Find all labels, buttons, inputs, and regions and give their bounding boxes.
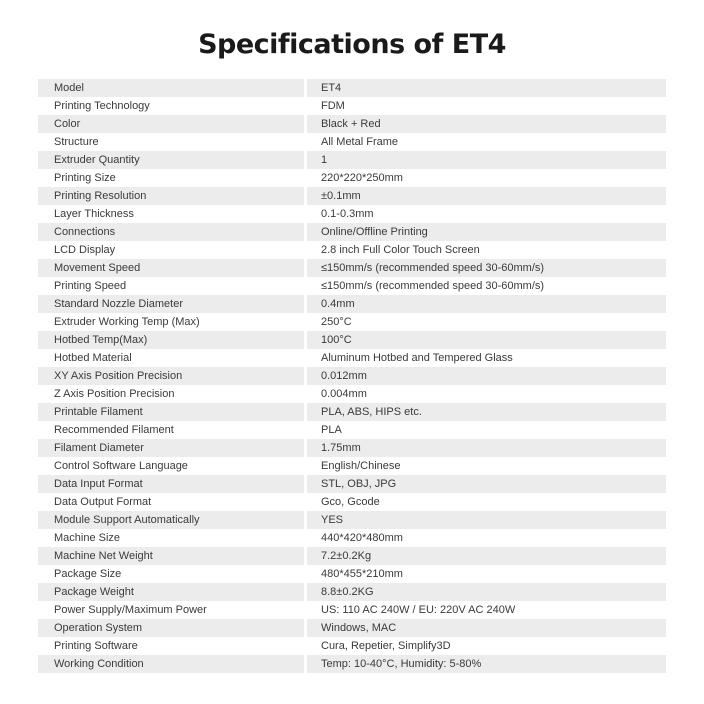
spec-label: Printing Technology [38,97,304,115]
table-row [38,655,666,673]
table-row [38,601,666,619]
spec-value: ≤150mm/s (recommended speed 30-60mm/s) [307,259,666,277]
spec-value: 250°C [307,313,666,331]
spec-label: Package Weight [38,583,304,601]
table-row [38,475,666,493]
spec-value: English/Chinese [307,457,666,475]
spec-label: Printing Resolution [38,187,304,205]
table-row [38,259,666,277]
table-row [38,349,666,367]
table-row [38,133,666,151]
table-row [38,619,666,637]
table-row [38,187,666,205]
spec-value: ET4 [307,79,666,97]
spec-label: Color [38,115,304,133]
spec-label: Extruder Quantity [38,151,304,169]
spec-label: Package Size [38,565,304,583]
table-row [38,331,666,349]
table-row [38,403,666,421]
spec-value: 7.2±0.2Kg [307,547,666,565]
spec-value: 0.1-0.3mm [307,205,666,223]
spec-label: LCD Display [38,241,304,259]
spec-value: 100°C [307,331,666,349]
table-row [38,313,666,331]
spec-label: Filament Diameter [38,439,304,457]
table-row [38,583,666,601]
spec-value: Temp: 10-40°C, Humidity: 5-80% [307,655,666,673]
spec-label: Structure [38,133,304,151]
spec-value: 2.8 inch Full Color Touch Screen [307,241,666,259]
spec-value: PLA, ABS, HIPS etc. [307,403,666,421]
table-row [38,367,666,385]
table-row [38,493,666,511]
table-row [38,115,666,133]
spec-value: ±0.1mm [307,187,666,205]
spec-label: Model [38,79,304,97]
spec-label: Movement Speed [38,259,304,277]
spec-label: Machine Net Weight [38,547,304,565]
table-row [38,151,666,169]
spec-value: Gco, Gcode [307,493,666,511]
table-row [38,457,666,475]
table-row [38,169,666,187]
spec-value: STL, OBJ, JPG [307,475,666,493]
table-row [38,295,666,313]
spec-label: Control Software Language [38,457,304,475]
spec-value: 0.004mm [307,385,666,403]
spec-label: Connections [38,223,304,241]
spec-label: Data Output Format [38,493,304,511]
table-row [38,565,666,583]
spec-value: 480*455*210mm [307,565,666,583]
spec-label: Machine Size [38,529,304,547]
spec-value: Black + Red [307,115,666,133]
spec-value: Online/Offline Printing [307,223,666,241]
spec-value: YES [307,511,666,529]
spec-label: Hotbed Temp(Max) [38,331,304,349]
spec-label: Printing Speed [38,277,304,295]
spec-value: Windows, MAC [307,619,666,637]
spec-value: FDM [307,97,666,115]
table-row [38,385,666,403]
table-row [38,421,666,439]
spec-value: US: 110 AC 240W / EU: 220V AC 240W [307,601,666,619]
spec-value: 440*420*480mm [307,529,666,547]
spec-value: 1.75mm [307,439,666,457]
spec-value: Aluminum Hotbed and Tempered Glass [307,349,666,367]
spec-label: Extruder Working Temp (Max) [38,313,304,331]
table-row [38,277,666,295]
table-row [38,511,666,529]
spec-value: 220*220*250mm [307,169,666,187]
spec-value: PLA [307,421,666,439]
spec-label: Printing Size [38,169,304,187]
specifications-table [38,79,666,673]
spec-label: Data Input Format [38,475,304,493]
spec-label: XY Axis Position Precision [38,367,304,385]
spec-value: Cura, Repetier, Simplify3D [307,637,666,655]
spec-label: Printable Filament [38,403,304,421]
spec-value: 0.012mm [307,367,666,385]
spec-label: Layer Thickness [38,205,304,223]
spec-value: 0.4mm [307,295,666,313]
spec-value: ≤150mm/s (recommended speed 30-60mm/s) [307,277,666,295]
spec-value: 8.8±0.2KG [307,583,666,601]
spec-label: Operation System [38,619,304,637]
spec-label: Printing Software [38,637,304,655]
spec-label: Recommended Filament [38,421,304,439]
table-row [38,637,666,655]
spec-value: 1 [307,151,666,169]
spec-label: Working Condition [38,655,304,673]
spec-label: Power Supply/Maximum Power [38,601,304,619]
table-row [38,205,666,223]
page-title: Specifications of ET4 [198,29,506,60]
table-row [38,439,666,457]
spec-label: Standard Nozzle Diameter [38,295,304,313]
spec-value: All Metal Frame [307,133,666,151]
table-row [38,529,666,547]
spec-label: Module Support Automatically [38,511,304,529]
spec-label: Hotbed Material [38,349,304,367]
spec-label: Z Axis Position Precision [38,385,304,403]
table-row [38,547,666,565]
table-row [38,79,666,97]
table-row [38,223,666,241]
table-row [38,241,666,259]
table-row [38,97,666,115]
